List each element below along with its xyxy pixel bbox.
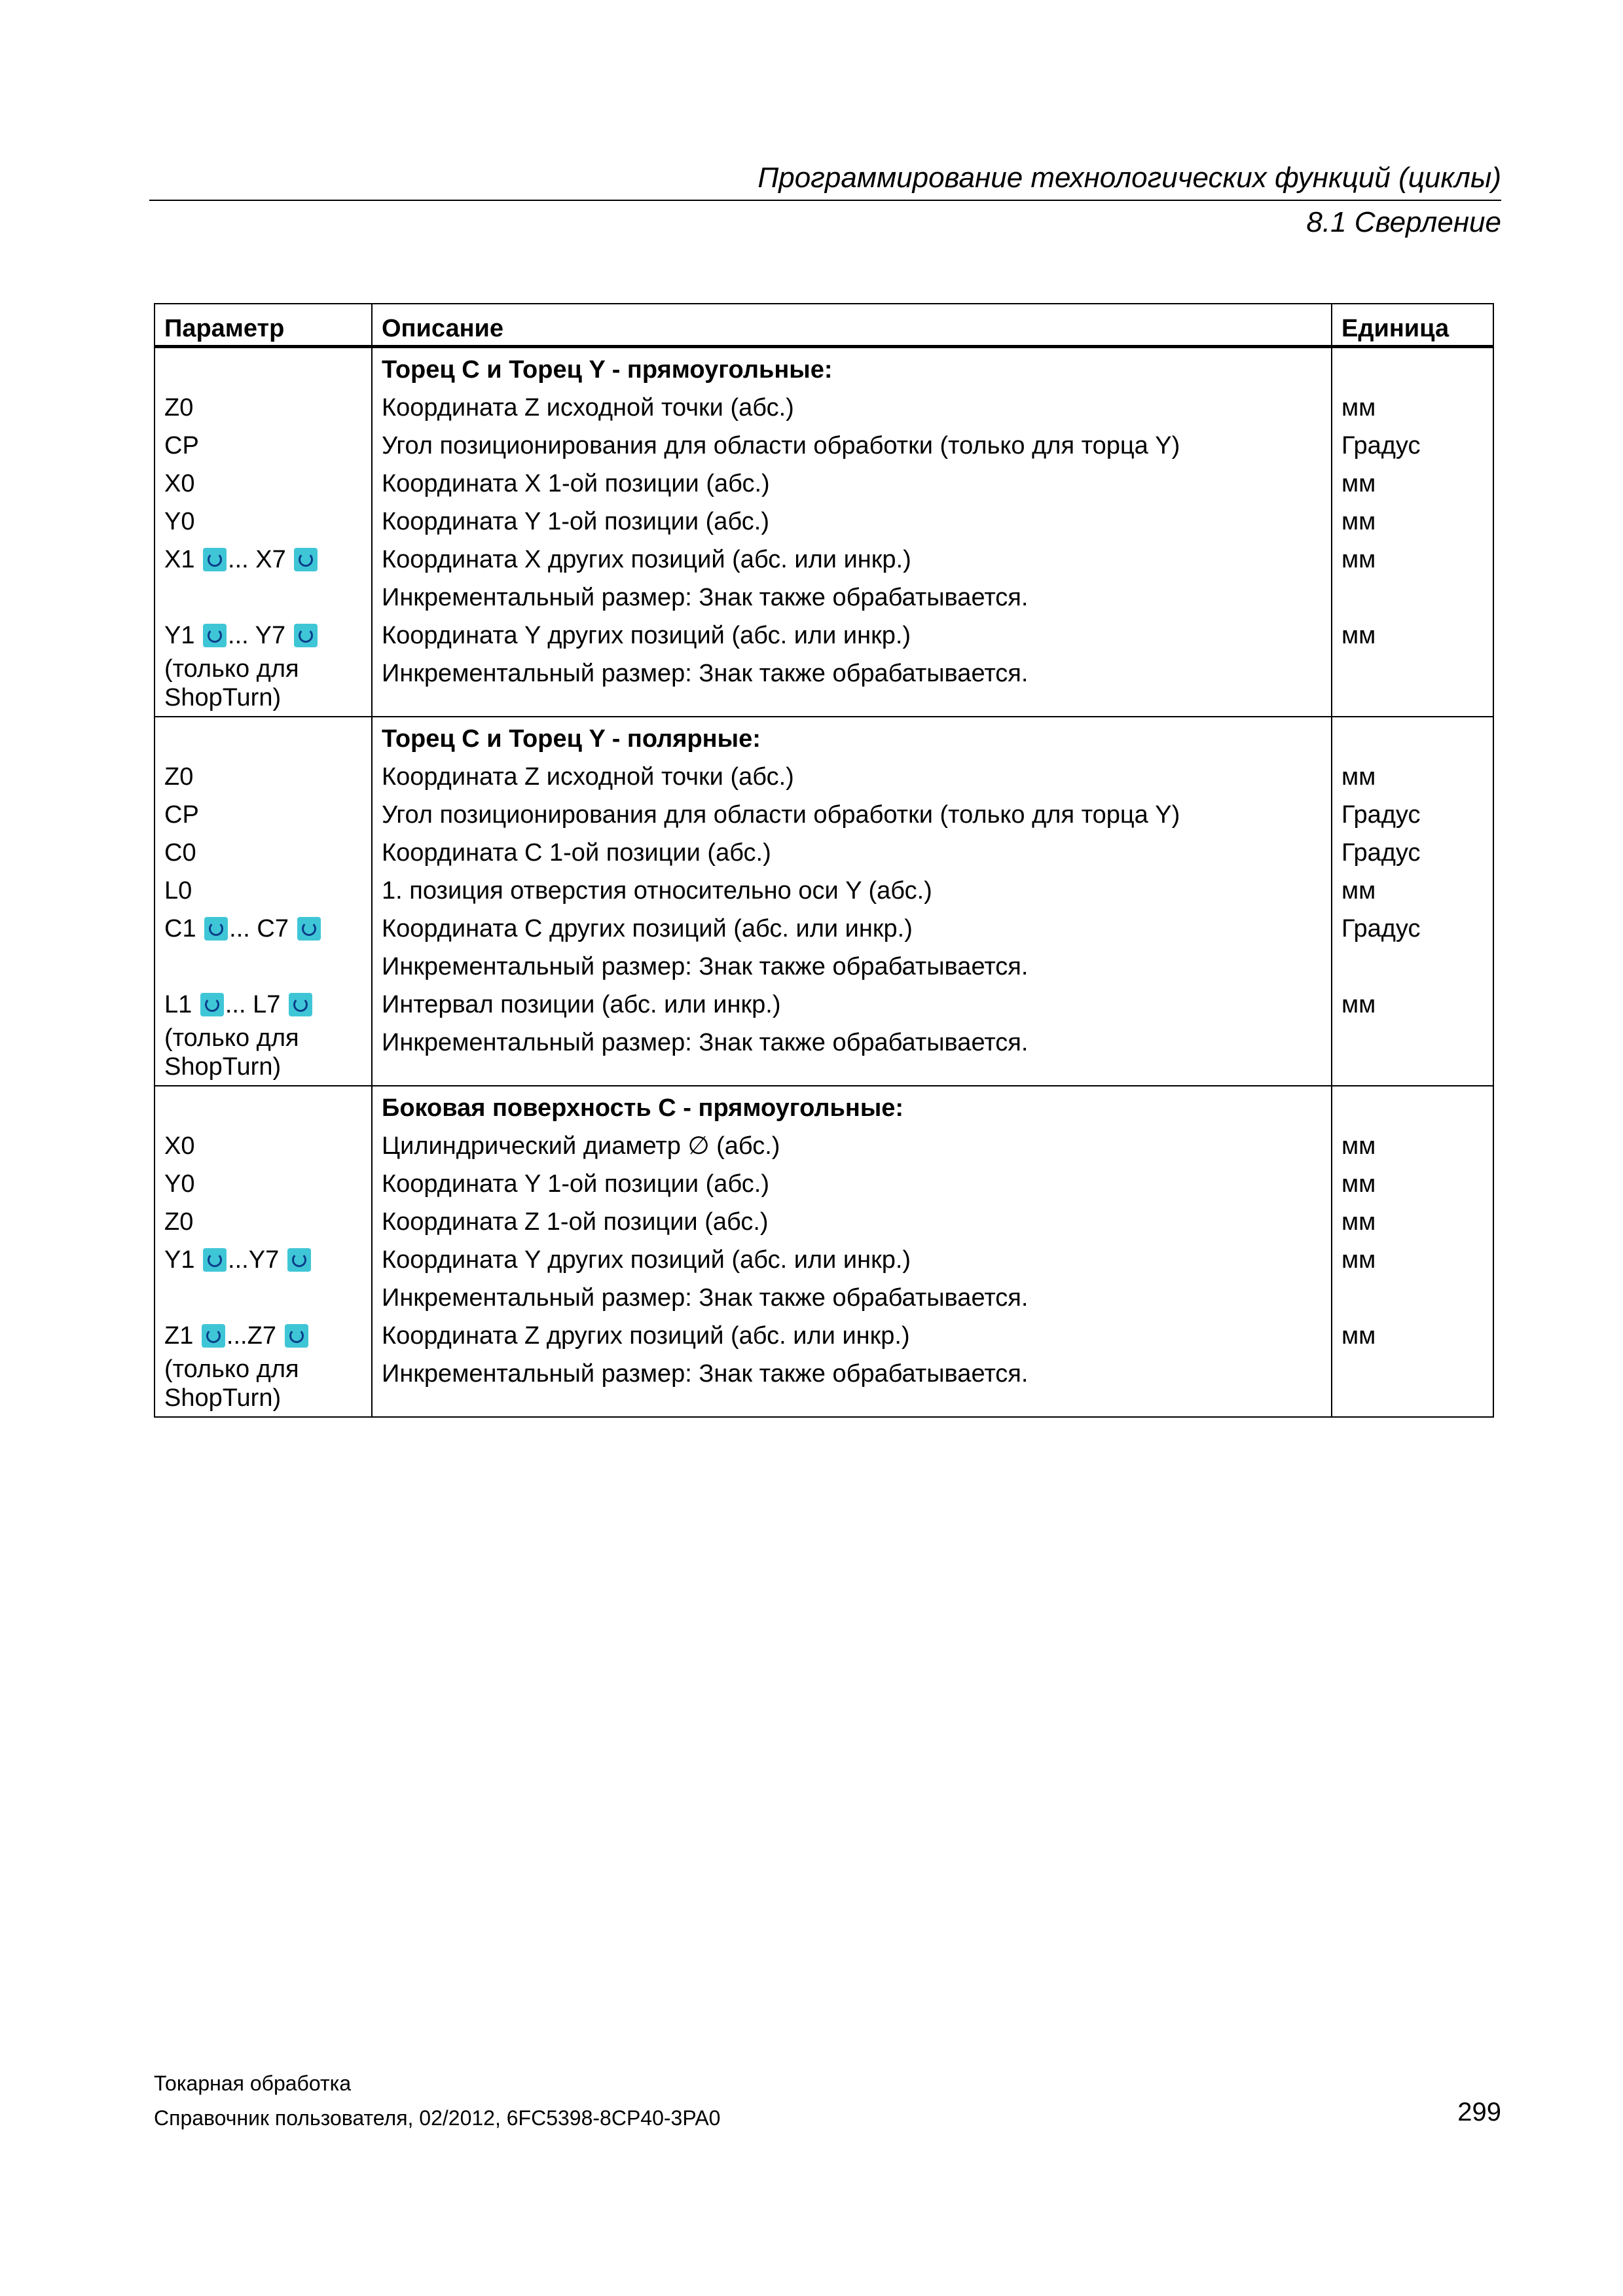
- unit-cell: Градус: [1341, 801, 1421, 829]
- header-divider: [149, 200, 1501, 201]
- column-header-param: Параметр: [155, 304, 372, 347]
- unit-cell: Градус: [1341, 839, 1421, 867]
- unit-cell: мм: [1341, 1246, 1376, 1274]
- param-cell: Y0: [164, 1170, 195, 1198]
- incremental-toggle-icon: [289, 993, 312, 1016]
- incremental-toggle-icon: [287, 1248, 311, 1272]
- param-cell: X0: [164, 470, 195, 497]
- param-note: (только для ShopTurn): [164, 655, 299, 711]
- desc-cell: Координата Z 1-ой позиции (абс.): [382, 1208, 769, 1236]
- incremental-toggle-icon: [294, 548, 318, 571]
- desc-cell: Координата Z исходной точки (абс.): [382, 394, 794, 422]
- desc-cell: Координата C 1-ой позиции (абс.): [382, 839, 771, 867]
- table-group-face-polar: [155, 717, 1493, 1086]
- param-cell: Y1 ... Y7: [164, 617, 362, 655]
- param-cell: Y0: [164, 508, 195, 535]
- desc-cell: Координата X других позиций (абс. или инкр.): [382, 546, 911, 573]
- desc-note: Инкрементальный размер: Знак также обрабатывается.: [382, 660, 1029, 687]
- incremental-toggle-icon: [203, 548, 227, 571]
- unit-cell: мм: [1341, 546, 1376, 573]
- footer-manual-info: Справочник пользователя, 02/2012, 6FC5398-8CP40-3PA0: [154, 2106, 721, 2130]
- unit-cell: Градус: [1341, 432, 1421, 459]
- param-cell: C0: [164, 839, 196, 867]
- unit-cell: мм: [1341, 470, 1376, 497]
- param-note: (только для ShopTurn): [164, 1355, 299, 1412]
- desc-cell: 1. позиция отверстия относительно оси Y (абс.): [382, 877, 932, 905]
- param-cell: L0: [164, 877, 192, 905]
- group-title: Боковая поверхность C - прямоугольные:: [382, 1094, 904, 1122]
- column-header-unit: Единица: [1332, 304, 1493, 347]
- desc-note: Инкрементальный размер: Знак также обрабатывается.: [382, 1029, 1029, 1056]
- desc-cell: Координата C других позиций (абс. или инкр.): [382, 915, 913, 942]
- desc-cell: Координата X 1-ой позиции (абс.): [382, 470, 770, 497]
- param-cell: Y1 ...Y7: [164, 1241, 362, 1279]
- parameter-table: [154, 303, 1494, 1418]
- incremental-toggle-icon: [203, 624, 227, 647]
- table-group-lateral-rectangular: [155, 1086, 1493, 1417]
- unit-cell: мм: [1341, 622, 1376, 649]
- incremental-toggle-icon: [203, 1248, 227, 1272]
- unit-cell: мм: [1341, 763, 1376, 791]
- table-header-row: [155, 304, 1493, 347]
- desc-cell: Угол позиционирования для области обработки (только для торца Y): [382, 432, 1180, 459]
- desc-note: Инкрементальный размер: Знак также обрабатывается.: [382, 1284, 1029, 1312]
- group-title: Торец C и Торец Y - прямоугольные:: [382, 356, 833, 384]
- desc-cell: Координата Z других позиций (абс. или инкр.): [382, 1322, 910, 1350]
- desc-cell: Координата Z исходной точки (абс.): [382, 763, 794, 791]
- unit-cell: мм: [1341, 877, 1376, 905]
- desc-note: Инкрементальный размер: Знак также обрабатывается.: [382, 953, 1029, 980]
- param-cell: CP: [164, 801, 199, 829]
- desc-cell: Угол позиционирования для области обработки (только для торца Y): [382, 801, 1180, 829]
- unit-cell: мм: [1341, 1170, 1376, 1198]
- unit-cell: мм: [1341, 508, 1376, 535]
- param-cell: Z0: [164, 394, 194, 422]
- unit-cell: Градус: [1341, 915, 1421, 942]
- table-row: [155, 717, 1493, 1086]
- column-header-desc: Описание: [372, 304, 1332, 347]
- unit-cell: мм: [1341, 1322, 1376, 1350]
- incremental-toggle-icon: [285, 1324, 308, 1348]
- desc-cell: Интервал позиции (абс. или инкр.): [382, 991, 781, 1018]
- desc-cell: Координата Y 1-ой позиции (абс.): [382, 508, 769, 535]
- desc-cell: Координата Y других позиций (абс. или инкр.): [382, 622, 911, 649]
- desc-cell: Координата Y других позиций (абс. или инкр.): [382, 1246, 911, 1274]
- param-cell: Z0: [164, 763, 194, 791]
- incremental-toggle-icon: [200, 993, 224, 1016]
- table-row: [155, 1086, 1493, 1417]
- desc-cell: Координата Y 1-ой позиции (абс.): [382, 1170, 769, 1198]
- param-cell: C1 ... C7: [164, 910, 362, 948]
- desc-note: Инкрементальный размер: Знак также обрабатывается.: [382, 1360, 1029, 1388]
- unit-cell: мм: [1341, 394, 1376, 422]
- incremental-toggle-icon: [202, 1324, 225, 1348]
- param-cell: Z0: [164, 1208, 194, 1236]
- unit-cell: мм: [1341, 1208, 1376, 1236]
- table-row: [155, 347, 1493, 717]
- group-title: Торец C и Торец Y - полярные:: [382, 725, 761, 753]
- desc-note: Инкрементальный размер: Знак также обрабатывается.: [382, 584, 1029, 611]
- param-cell: CP: [164, 432, 199, 459]
- footer-book-title: Токарная обработка: [154, 2072, 352, 2095]
- incremental-toggle-icon: [204, 917, 228, 941]
- incremental-toggle-icon: [297, 917, 321, 941]
- param-cell: X0: [164, 1132, 195, 1160]
- param-cell: Z1 ...Z7: [164, 1317, 362, 1355]
- unit-cell: мм: [1341, 991, 1376, 1018]
- unit-cell: мм: [1341, 1132, 1376, 1160]
- desc-cell: Цилиндрический диаметр ∅ (абс.): [382, 1132, 780, 1160]
- page-number: 299: [1457, 2098, 1501, 2126]
- running-header-title: Программирование технологических функций (циклы): [757, 162, 1501, 194]
- running-header-section: 8.1 Сверление: [1306, 206, 1501, 238]
- param-note: (только для ShopTurn): [164, 1024, 299, 1081]
- param-cell: L1 ... L7: [164, 986, 362, 1024]
- table-group-face-rectangular: [155, 347, 1493, 717]
- param-cell: X1 ... X7: [164, 541, 362, 579]
- incremental-toggle-icon: [294, 624, 318, 647]
